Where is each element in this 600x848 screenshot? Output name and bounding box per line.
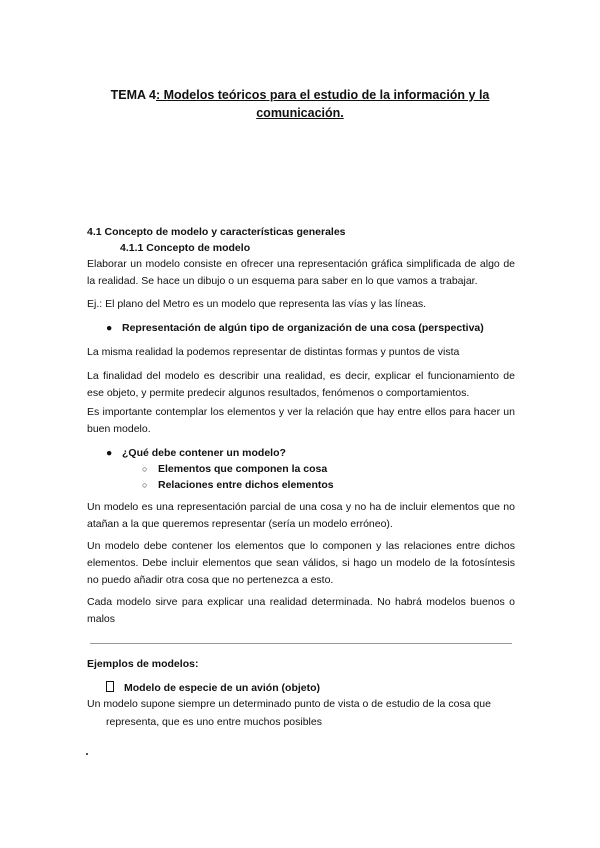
bullet-icon: ● [106,322,113,334]
sub-bullet-item-1-label: Elementos que componen la cosa [158,463,328,475]
sub-bullet-item-1 [142,461,522,478]
paragraph-2: Ej.: El plano del Metro es un modelo que representa las vías y las líneas. [87,298,427,310]
separator-line [90,643,512,644]
page-mark [86,753,88,755]
paragraph-3: La misma realidad la podemos representar de distintas formas y puntos de vista [87,346,460,358]
paragraph-1: Elaborar un modelo consiste en ofrecer una representación gráfica simplificada de algo de la realidad. Se hace un dibujo o un esquema para saber en lo que vamos a trabajar. [87,258,515,287]
section-heading: 4.1 Concepto de modelo y características generales [87,226,346,238]
bullet-item-1 [106,320,526,337]
title-main-line1: : Modelos teóricos para el estudio de la información y la [155,88,490,102]
paragraph-6: Un modelo es una representación parcial de una cosa y no ha de incluir elementos que no atañan a la que queremos representar (sería un modelo erróneo). [87,501,515,530]
paragraph-5: Es importante contemplar los elementos y ver la relación que hay entre ellos para hacer un buen modelo. [87,406,515,435]
examples-item-1-label: Modelo de especie de un avión (objeto) [124,682,321,694]
paragraph-7: Un modelo debe contener los elementos que lo componen y las relaciones entre dichos elementos. Debe incluir elementos que sean válidos, si hago un modelo de la fotosíntesis no puedo añadir otra cosa que no pertenezca a esto. [87,540,515,586]
bullet-item-2-label: ¿Qué debe contener un modelo? [122,447,286,459]
sub-bullet-item-2-label: Relaciones entre dichos elementos [158,479,334,491]
examples-paragraph-line1: Un modelo supone siempre un determinado punto de vista o de estudio de la cosa que [87,698,491,710]
examples-item-1 [106,680,526,697]
subsection-heading: 4.1.1 Concepto de modelo [120,242,251,254]
title-main-line2: comunicación. [256,106,344,120]
examples-heading: Ejemplos de modelos: [87,658,199,670]
title-prefix: TEMA 4 [110,88,156,102]
sub-bullet-item-2 [142,477,522,494]
bullet-item-1-label: Representación de algún tipo de organización de una cosa (perspectiva) [122,322,484,334]
paragraph-4: La finalidad del modelo es describir una realidad, es decir, explicar el funcionamiento de ese objeto, y permite predecir algunos resultados, fenómenos o comportamientos. [87,370,515,399]
box-icon [106,681,114,692]
hollow-circle-icon: ○ [142,480,148,490]
page-title [60,86,540,122]
examples-paragraph-line2: representa, que es uno entre muchos posibles [106,716,322,728]
hollow-circle-icon: ○ [142,464,148,474]
paragraph-8: Cada modelo sirve para explicar una realidad determinada. No habrá modelos buenos o malos [87,596,515,625]
bullet-icon: ● [106,447,113,459]
bullet-item-2 [106,445,526,462]
